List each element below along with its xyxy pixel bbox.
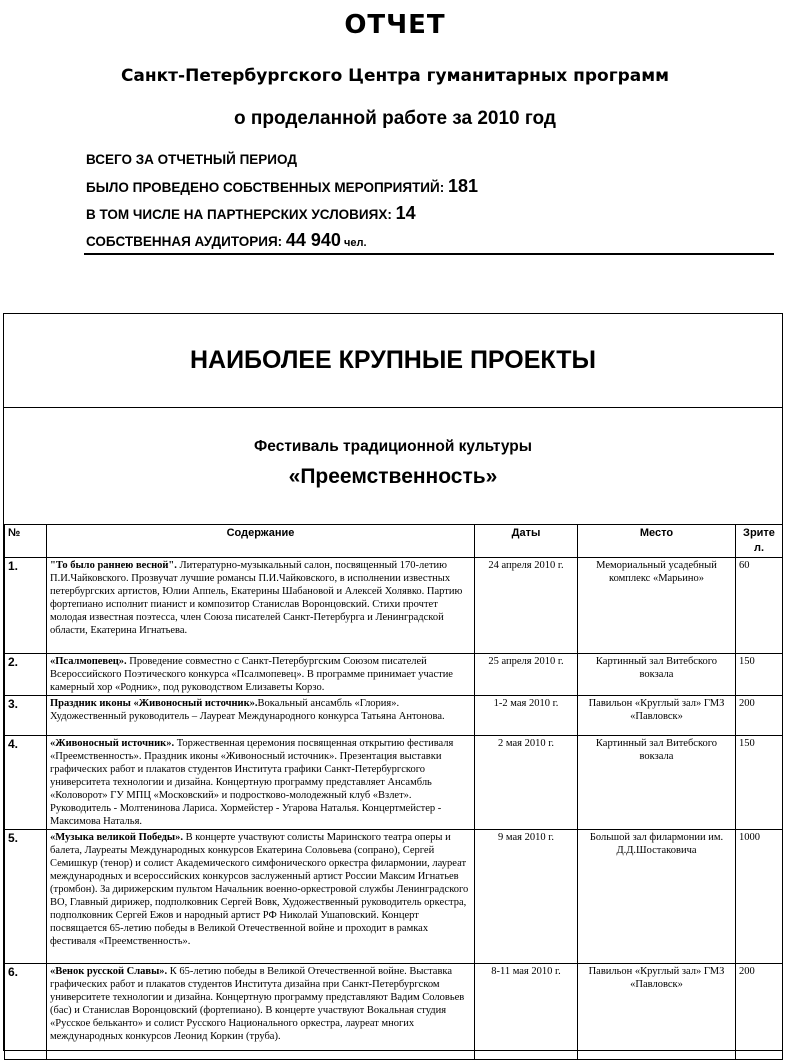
event-title: «Венок русской Славы».: [50, 966, 168, 977]
summary-events-label: БЫЛО ПРОВЕДЕНО СОБСТВЕННЫХ МЕРОПРИЯТИЙ:: [86, 180, 448, 195]
row-audience: 60: [736, 558, 783, 654]
row-audience: 200: [736, 696, 783, 736]
row-number: 6.: [5, 964, 47, 1060]
row-content: [47, 830, 475, 964]
projects-section: [3, 313, 783, 1051]
organization-name: Санкт-Петербургского Центра гуманитарных программ: [120, 66, 670, 86]
row-content: [47, 696, 475, 736]
event-title: «Псалмопевец».: [50, 656, 127, 667]
event-description: К 65-летию победы в Великой Отечественной войне. Выставка графических работ и плакатов студентов Института дизайна при Санкт-Петербургском университете технологии и дизайна. Концертную программу представляют Вадим Соловьев (бас) и Станислав Воронцовский (фортепиано). В концерте участвуют Вокальная студия «Русское бельканто» и солист Русского Национального оркестра, лауреат многих международных конкурсов Леонид Коркин (труба).: [50, 966, 465, 1042]
summary-events-value: 181: [447, 176, 479, 196]
summary-line-total: ВСЕГО ЗА ОТЧЕТНЫЙ ПЕРИОД: [86, 152, 297, 167]
table-row: [5, 654, 783, 696]
row-place: Картинный зал Витебского вокзала: [578, 654, 736, 696]
row-date: 8-11 мая 2010 г.: [475, 964, 578, 1060]
row-audience: 1000: [736, 830, 783, 964]
row-number: 1.: [5, 558, 47, 654]
row-audience: 150: [736, 736, 783, 830]
event-description: Торжественная церемония посвященная открытию фестиваля «Преемственность». Праздник иконы «Живоносный источник». Презентация выставки графических работ и плакатов студентов Института графики Санкт-Петербургского университета технологии и дизайна. Концертную программу представляет Ансамбль «Коловорот» ГУ МПЦ «Московский» и подростково-молодежный клуб «Взлет». Руководитель - Молтенинова Лариса. Хормейстер - Угарова Наталья. Концертмейстер - Максимова Наталья.: [50, 738, 454, 827]
column-header-dates: Даты: [475, 525, 578, 558]
row-date: 24 апреля 2010 г.: [475, 558, 578, 654]
row-content: [47, 558, 475, 654]
row-audience: 200: [736, 964, 783, 1060]
summary-audience-value: 44 940: [285, 230, 341, 250]
column-header-content: Содержание: [47, 525, 475, 558]
event-title: Праздник иконы «Живоносный источник».: [50, 698, 258, 709]
row-place: Павильон «Круглый зал» ГМЗ «Павловск»: [578, 696, 736, 736]
column-header-audience: Зрите л.: [736, 525, 783, 558]
section-title: НАИБОЛЕЕ КРУПНЫЕ ПРОЕКТЫ: [4, 314, 782, 408]
row-number: 5.: [5, 830, 47, 964]
event-description: Литературно-музыкальный салон, посвященный 170-летию П.И.Чайковского. Прозвучат лучшие романсы П.И.Чайковского, в исполнении известных петербургских артистов, Юлии Аппель, Екатерины Шабановой и Алексей Холявко. Партию фортепиано исполнит пианист и композитор Станислав Воронцовский. Стихи прочтет молодая известная поэтесса, член Союза писателей Санкт-Петербурга и Ленинградской области, Екатерина Игнатьева.: [50, 560, 463, 636]
row-date: 25 апреля 2010 г.: [475, 654, 578, 696]
summary-divider: [84, 253, 774, 255]
event-title: «Живоносный источник».: [50, 738, 175, 749]
row-place: Павильон «Круглый зал» ГМЗ «Павловск»: [578, 964, 736, 1060]
summary-block: [86, 146, 776, 254]
row-content: [47, 736, 475, 830]
table-row: [5, 964, 783, 1060]
table-row: [5, 830, 783, 964]
row-date: 2 мая 2010 г.: [475, 736, 578, 830]
row-date: 1-2 мая 2010 г.: [475, 696, 578, 736]
table-row: [5, 558, 783, 654]
event-description: Вокальный ансамбль «Глория». Художественный руководитель – Лауреат Международного конкурса Татьяна Антонова.: [50, 698, 445, 722]
summary-line-audience: [86, 227, 776, 254]
table-header-row: [5, 525, 783, 558]
summary-line-events: [86, 173, 776, 200]
summary-audience-unit: чел.: [340, 237, 367, 249]
table-row: [5, 696, 783, 736]
report-period: о проделанной работе за 2010 год: [234, 108, 556, 129]
row-content: [47, 964, 475, 1060]
row-audience: 150: [736, 654, 783, 696]
event-description: В концерте участвуют солисты Маринского театра оперы и балета, Лауреаты Международных конкурсов Екатерина Соловьева (сопрано), Сергей Семишкур (тенор) и солист Академического симфонического оркестра филармонии, лауреат международных и всероссийских конкурсов заслуженный артист России Максим Игнатьев (тромбон). За дирижерским пультом Начальник военно-оркестровой службы Ленинградского ВО, Главный дирижер, подполковник Сергей Вовк, Художественный руководитель оркестра, подполковник Сергей Ежов и народный артист РФ Николай Ушаповский. Концерт посвящается 65-летию победы в Великой Отечественной войне и проходит в рамках фестиваля «Преемственность».: [50, 832, 469, 947]
row-place: Мемориальный усадебный комплекс «Марьино»: [578, 558, 736, 654]
festival-subtitle: Фестиваль традиционной культуры: [254, 438, 532, 455]
row-date: 9 мая 2010 г.: [475, 830, 578, 964]
row-place: Большой зал филармонии им. Д.Д.Шостаковича: [578, 830, 736, 964]
column-header-number: №: [5, 525, 47, 558]
festival-heading: [4, 408, 782, 524]
row-content: [47, 654, 475, 696]
row-number: 3.: [5, 696, 47, 736]
row-number: 2.: [5, 654, 47, 696]
summary-partner-label: В ТОМ ЧИСЛЕ НА ПАРТНЕРСКИХ УСЛОВИЯХ:: [86, 207, 396, 222]
table-row: [5, 736, 783, 830]
row-place: Картинный зал Витебского вокзала: [578, 736, 736, 830]
events-table: [4, 524, 783, 1060]
event-title: "То было раннею весной".: [50, 560, 177, 571]
summary-line-partner: [86, 200, 776, 227]
summary-partner-value: 14: [395, 203, 416, 223]
event-title: «Музыка великой Победы».: [50, 832, 183, 843]
column-header-place: Место: [578, 525, 736, 558]
row-number: 4.: [5, 736, 47, 830]
event-description: Проведение совместно с Санкт-Петербургским Союзом писателей Всероссийского Поэтического конкурса «Псалмопевец». В программе принимает участие камерный хор «Родник», под руководством Елизаветы Корзо.: [50, 656, 453, 693]
summary-audience-label: СОБСТВЕННАЯ АУДИТОРИЯ:: [86, 234, 286, 249]
festival-name: «Преемственность»: [288, 465, 498, 488]
report-title: ОТЧЕТ: [344, 10, 446, 40]
